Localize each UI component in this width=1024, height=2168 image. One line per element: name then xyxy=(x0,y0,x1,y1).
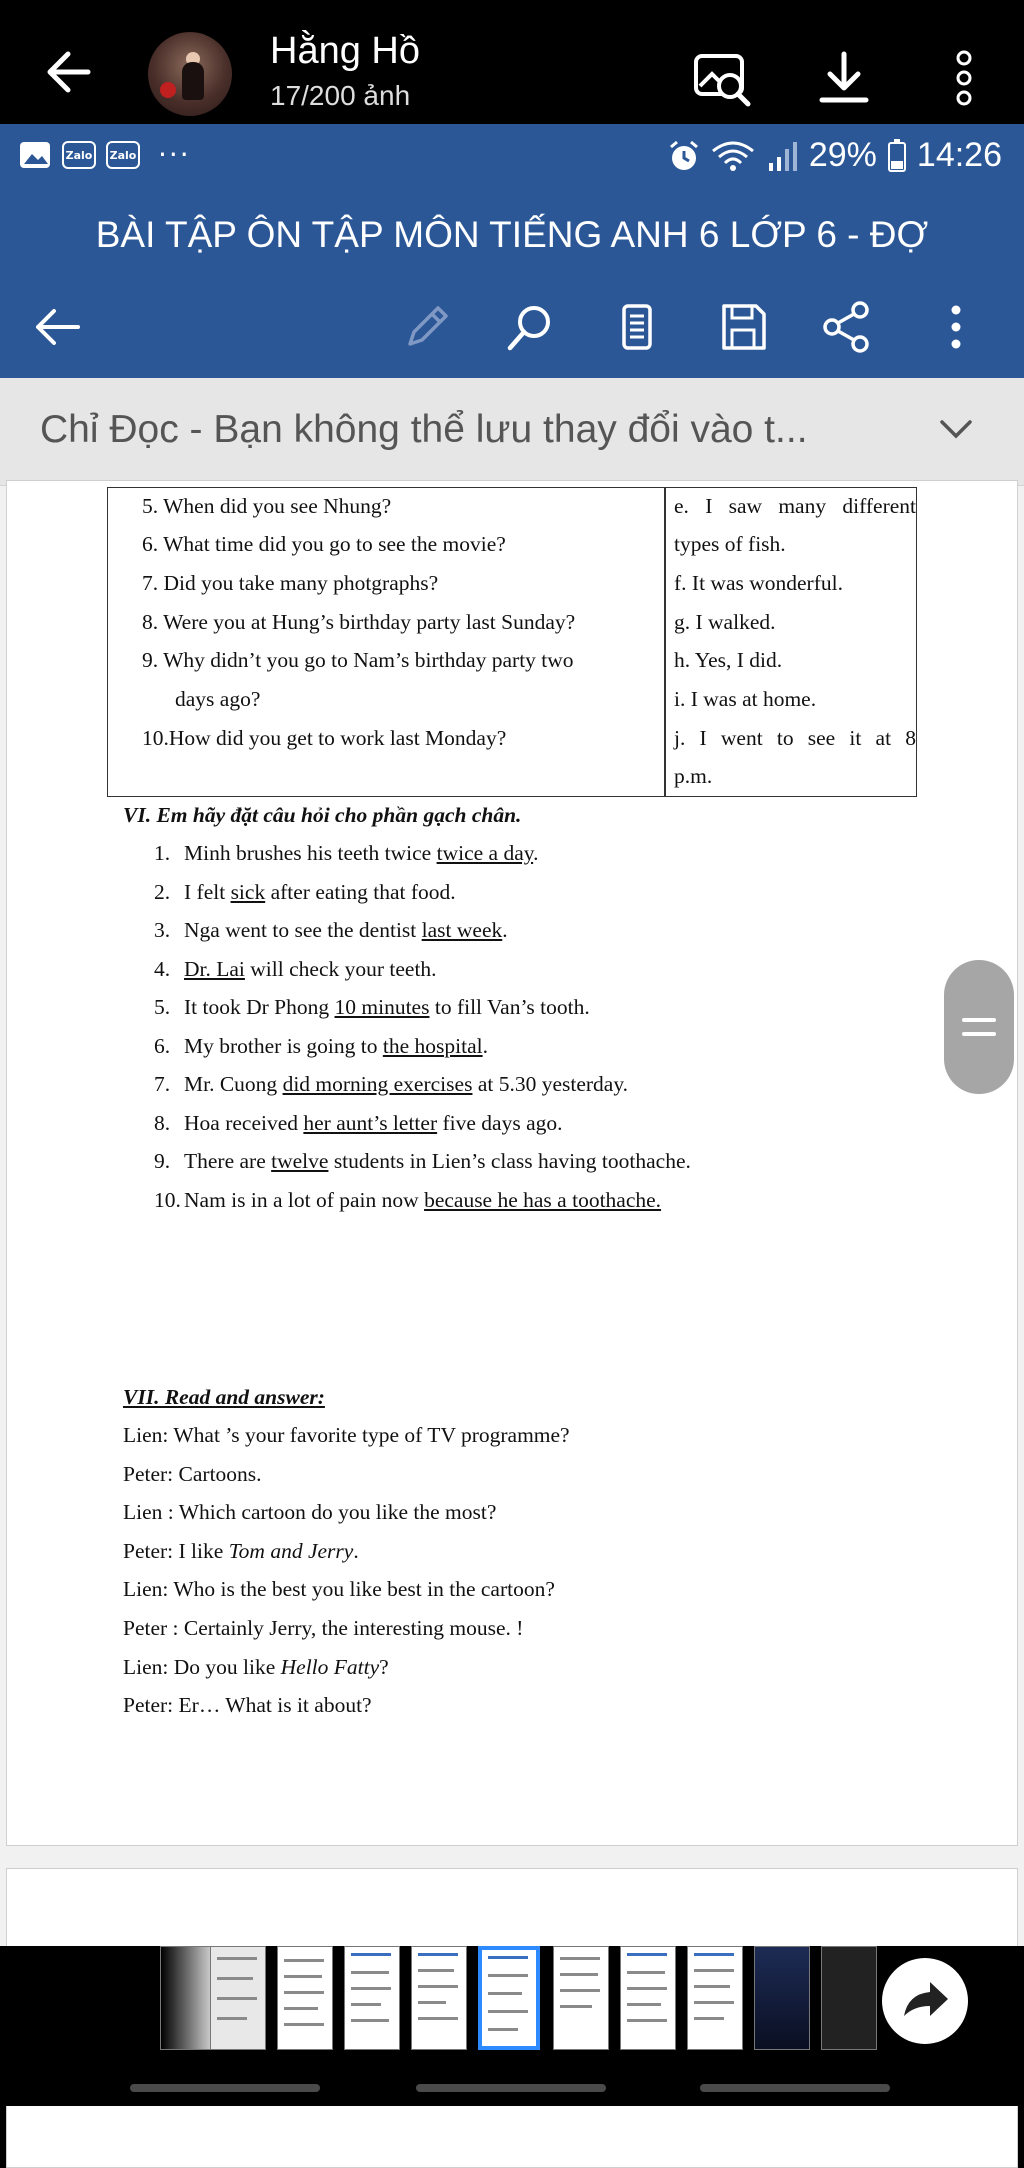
table-answer: p.m. xyxy=(674,764,713,788)
question-text: There are xyxy=(184,1149,272,1173)
question-text: It took Dr Phong xyxy=(184,995,335,1019)
search-icon[interactable] xyxy=(502,298,560,356)
table-question: 6. What time did you go to see the movie? xyxy=(142,532,506,556)
more-options-icon[interactable] xyxy=(934,46,994,110)
dialogue-text: Peter: Cartoons. xyxy=(123,1461,262,1486)
photo-counter: 17/200 ảnh xyxy=(270,80,411,111)
dialogue-text: Lien: Do you like xyxy=(123,1654,281,1679)
question-number: 6. xyxy=(154,1033,171,1058)
question-text: will check your teeth. xyxy=(244,956,437,981)
underlined-phrase: Dr. Lai xyxy=(184,956,245,981)
dialogue-line xyxy=(123,1460,262,1488)
underlined-phrase: 10 minutes xyxy=(334,995,430,1019)
question-text: . xyxy=(502,918,508,942)
question-text: students in Lien’s class having toothache. xyxy=(328,1149,691,1173)
dialogue-text: . xyxy=(353,1538,359,1563)
thumbnail-strip xyxy=(0,1946,1024,2106)
dialogue-text: Peter: I like xyxy=(123,1538,229,1563)
question-number: 5. xyxy=(154,995,171,1019)
battery-icon xyxy=(887,139,907,173)
share-icon[interactable] xyxy=(818,298,876,356)
document-page xyxy=(6,480,1018,1846)
thumbnail[interactable] xyxy=(687,1946,743,2050)
table-answer: i. I was at home. xyxy=(674,687,817,711)
wifi-icon xyxy=(711,139,755,173)
status-bar xyxy=(0,124,1024,188)
gallery-header xyxy=(0,0,1024,124)
edit-pencil-icon[interactable] xyxy=(398,298,456,356)
table-answer: types of fish. xyxy=(674,532,786,556)
section-heading: VII. Read and answer: xyxy=(123,1385,325,1409)
table-question: days ago? xyxy=(175,687,261,711)
table-answer: f. It was wonderful. xyxy=(674,571,843,595)
italic-title: Tom and Jerry xyxy=(228,1538,354,1563)
thumbnail-current[interactable] xyxy=(478,1946,540,2050)
question-text: after eating that food. xyxy=(265,879,456,904)
dialogue-line xyxy=(123,1614,523,1642)
back-arrow-icon[interactable] xyxy=(40,42,100,102)
gallery-notification-icon xyxy=(18,140,52,170)
question-text: Nam is in a lot of pain now xyxy=(184,1187,425,1212)
document-title: BÀI TẬP ÔN TẬP MÔN TIẾNG ANH 6 LỚP 6 - ĐỢ xyxy=(0,188,1024,276)
matching-table xyxy=(107,487,917,797)
sender-name: Hằng Hồ xyxy=(270,30,420,72)
question-number: 2. xyxy=(154,879,171,904)
underlined-phrase: did morning exercises xyxy=(282,1072,473,1096)
table-question: 9. Why didn’t you go to Nam’s birthday party two xyxy=(142,648,574,672)
avatar[interactable] xyxy=(148,32,232,116)
table-answer: e. I saw many different xyxy=(674,494,916,518)
word-toolbar xyxy=(0,276,1024,378)
underlined-phrase: last week xyxy=(421,918,503,942)
document-screenshot xyxy=(0,124,1024,1946)
thumbnail[interactable] xyxy=(277,1946,333,2050)
thumbnail[interactable] xyxy=(411,1946,467,2050)
question-text: at 5.30 yesterday. xyxy=(472,1072,629,1096)
battery-percent: 29% xyxy=(808,136,877,174)
dialogue-line xyxy=(123,1575,555,1603)
thumbnail[interactable] xyxy=(620,1946,676,2050)
question-item xyxy=(154,1109,563,1137)
underlined-phrase: twice a day xyxy=(436,841,534,865)
underlined-phrase: because he has a toothache. xyxy=(424,1187,662,1212)
dialogue-line xyxy=(123,1498,496,1526)
dialogue-text: Lien: What ’s your favorite type of TV programme? xyxy=(123,1423,570,1447)
dialogue-line xyxy=(123,1537,359,1565)
read-only-message: Chỉ Đọc - Bạn không thể lưu thay đổi vào t... xyxy=(40,408,808,451)
forward-icon xyxy=(882,1958,968,2044)
question-text: Mr. Cuong xyxy=(184,1072,283,1096)
question-text: . xyxy=(482,1033,488,1058)
thumbnail[interactable] xyxy=(754,1946,810,2050)
question-text: to fill Van’s tooth. xyxy=(429,995,590,1019)
more-notifications-indicator: ··· xyxy=(158,138,191,171)
question-text: My brother is going to xyxy=(184,1033,383,1058)
underlined-phrase: her aunt’s letter xyxy=(303,1110,438,1135)
signal-icon xyxy=(765,139,799,173)
forward-share-button[interactable] xyxy=(882,1958,968,2044)
thumbnail[interactable] xyxy=(210,1946,266,2050)
dialogue-line xyxy=(123,1653,389,1681)
thumbnail[interactable] xyxy=(821,1946,877,2050)
question-text: Minh brushes his teeth twice xyxy=(184,841,437,865)
question-item xyxy=(154,1147,691,1175)
question-text: . xyxy=(533,841,539,865)
alarm-icon xyxy=(667,139,701,173)
table-question: 5. When did you see Nhung? xyxy=(142,494,392,518)
question-item xyxy=(154,955,437,983)
dialogue-line xyxy=(123,1691,372,1719)
question-text: Nga went to see the dentist xyxy=(184,918,422,942)
thumbnail[interactable] xyxy=(344,1946,400,2050)
nav-indicator xyxy=(130,2084,320,2092)
question-number: 3. xyxy=(154,918,171,942)
question-item xyxy=(154,1070,628,1098)
question-number: 1. xyxy=(154,841,171,865)
question-text: I felt xyxy=(184,879,231,904)
table-answer: g. I walked. xyxy=(674,610,776,634)
table-question: 8. Were you at Hung’s birthday party last Sunday? xyxy=(142,610,576,634)
question-item: 10. Nam is in a lot of pain now because he has a toothache. xyxy=(154,1187,662,1212)
section-heading: VI. Em hãy đặt câu hỏi cho phần gạch chân. xyxy=(123,803,522,827)
underlined-phrase: sick xyxy=(230,879,266,904)
underlined-phrase: the hospital xyxy=(382,1033,483,1058)
question-number: 9. xyxy=(154,1149,171,1173)
zalo-notification-icon-2: Zalo xyxy=(106,141,140,169)
dialogue-text: Peter: Er… What is it about? xyxy=(123,1693,372,1718)
question-number: 8. xyxy=(154,1110,171,1135)
question-text: Hoa received xyxy=(184,1110,304,1135)
underlined-phrase: twelve xyxy=(271,1149,329,1173)
question-item xyxy=(154,839,538,867)
zalo-notification-icon: Zalo xyxy=(62,141,96,169)
clock: 14:26 xyxy=(916,136,1002,174)
dialogue-line xyxy=(123,1421,570,1449)
dialogue-text: Peter : Certainly Jerry, the interesting mouse. ! xyxy=(123,1616,524,1640)
nav-indicator xyxy=(416,2084,606,2092)
reading-view-icon[interactable] xyxy=(608,298,666,356)
table-question: 7. Did you take many photgraphs? xyxy=(142,571,439,595)
question-item xyxy=(154,993,590,1021)
thumbnail[interactable] xyxy=(553,1946,609,2050)
download-icon[interactable] xyxy=(812,46,876,110)
thumbnail[interactable] xyxy=(160,1946,216,2050)
dialogue-text: Lien: Who is the best you like best in the cartoon? xyxy=(123,1577,555,1602)
question-item xyxy=(154,916,508,944)
question-number: 4. xyxy=(154,956,171,981)
image-search-icon[interactable] xyxy=(690,46,754,110)
chevron-down-icon[interactable] xyxy=(938,418,974,442)
read-only-banner[interactable] xyxy=(0,378,1024,486)
question-item xyxy=(154,1032,488,1060)
scroll-handle[interactable] xyxy=(944,960,1014,1094)
table-question: 10.How did you get to work last Monday? xyxy=(142,726,507,750)
table-answer: j. I went to see it at 8 xyxy=(674,726,916,750)
table-answer: h. Yes, I did. xyxy=(674,648,783,672)
question-text: five days ago. xyxy=(437,1110,563,1135)
dialogue-text: ? xyxy=(379,1654,389,1679)
nav-indicator xyxy=(700,2084,890,2092)
question-item xyxy=(154,878,456,906)
save-icon[interactable] xyxy=(714,298,772,356)
more-options-icon[interactable] xyxy=(928,298,984,356)
back-arrow-icon[interactable] xyxy=(28,298,86,356)
dialogue-text: Lien : Which cartoon do you like the most? xyxy=(123,1500,497,1525)
question-number: 7. xyxy=(154,1072,171,1096)
italic-title: Hello Fatty xyxy=(280,1654,380,1679)
